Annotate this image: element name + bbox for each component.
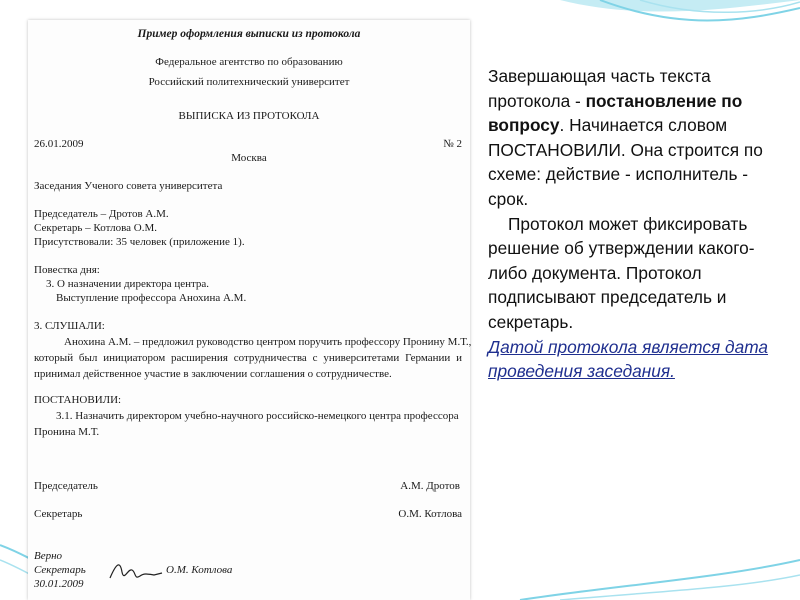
resolved-line-2: Пронина М.Т. — [34, 426, 100, 438]
cert-date: 30.01.2009 — [34, 578, 84, 590]
cert-name: О.М. Котлова — [166, 564, 233, 576]
agenda-speaker: Выступление профессора Анохина А.М. — [56, 292, 247, 304]
explanation-date-link[interactable]: Датой протокола является дата проведения заседания. — [488, 336, 769, 382]
university-name: Российский политехнический университет — [148, 76, 350, 88]
sign-chair-label: Председатель — [34, 480, 98, 492]
heard-line-2: который был инициатором расширения сотрудничества с университетами Германии и — [34, 352, 462, 364]
sign-chair-name: А.М. Дротов — [400, 480, 460, 492]
sign-secretary-label: Секретарь — [34, 508, 83, 520]
explanation-p2: Протокол может фиксировать решение об утверждении какого-либо документа. Протокол подписывают председатель и секретарь. — [488, 213, 755, 332]
explanation-text — [488, 64, 784, 384]
sign-secretary-name: О.М. Котлова — [398, 508, 462, 520]
document-title: ВЫПИСКА ИЗ ПРОТОКОЛА — [178, 110, 320, 122]
explanation-p1-bold: постановление по вопросу — [488, 90, 743, 136]
protocol-number: № 2 — [443, 138, 462, 150]
present-line: Присутствовали: 35 человек (приложение 1). — [34, 236, 245, 248]
meeting-title: Заседания Ученого совета университета — [34, 180, 223, 192]
protocol-date: 26.01.2009 — [34, 138, 84, 150]
heard-title: 3. СЛУШАЛИ: — [34, 320, 105, 332]
explanation-p1-b: . Начинается словом ПОСТАНОВИЛИ. Она строится по схеме: действие - исполнитель - срок. — [488, 115, 763, 209]
cert-secretary: Секретарь — [34, 564, 86, 576]
city: Москва — [231, 152, 267, 164]
explanation-p1-a: Завершающая часть текста протокола - — [488, 66, 711, 111]
cert-verified: Верно — [34, 550, 63, 562]
agenda-item: 3. О назначении директора центра. — [46, 278, 210, 290]
document-heading: Пример оформления выписки из протокола — [137, 28, 361, 40]
resolved-title: ПОСТАНОВИЛИ: — [34, 394, 122, 406]
agenda-title: Повестка дня: — [34, 264, 100, 276]
chair-line: Председатель – Дротов А.М. — [34, 208, 169, 220]
handwritten-signature — [106, 558, 166, 586]
protocol-extract-document — [28, 20, 470, 600]
secretary-line: Секретарь – Котлова О.М. — [34, 222, 157, 234]
agency-name: Федеральное агентство по образованию — [155, 56, 343, 68]
resolved-line-1: 3.1. Назначить директором учебно-научного российско-немецкого центра профессора — [56, 410, 459, 422]
heard-line-1: Анохина А.М. – предложил руководство центром поручить профессору Пронину М.Т., — [64, 336, 472, 348]
heard-line-3: принимал действенное участие в заключении соглашения о сотрудничестве. — [34, 368, 392, 380]
